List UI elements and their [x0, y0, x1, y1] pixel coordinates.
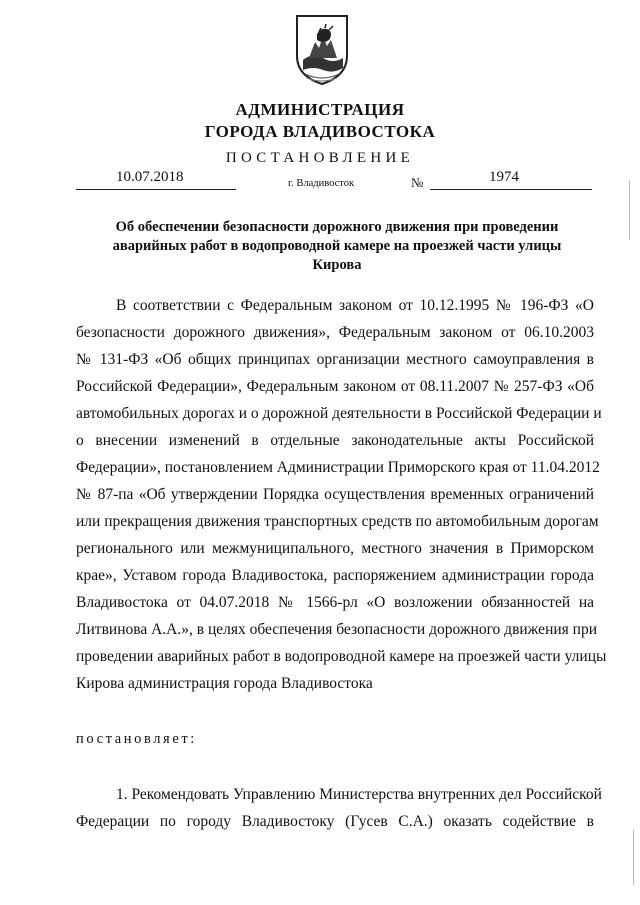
document-type: ПОСТАНОВЛЕНИЕ: [225, 150, 415, 166]
title-line: Кирова: [312, 257, 362, 273]
coat-of-arms-emblem: [293, 12, 351, 86]
body-line: автомобильных дорогах и о дорожной деятельности в Российской Федерации и: [76, 405, 602, 422]
organization-name-line1: АДМИНИСТРАЦИЯ: [235, 100, 405, 119]
body-line: № 131-ФЗ «Об общих принципах организации местного самоуправления в: [76, 351, 594, 368]
scan-edge-mark: [629, 180, 630, 240]
body-line: или прекращения движения транспортных средств по автомобильным дорогам: [76, 513, 599, 530]
body-line: проведении аварийных работ в водопроводной камере на проезжей части улицы: [76, 648, 607, 665]
organization-name-line2: ГОРОДА ВЛАДИВОСТОКА: [204, 122, 436, 141]
number-sign: №: [411, 175, 424, 190]
body-line: Литвинова А.А.», в целях обеспечения безопасности дорожного движения при: [76, 621, 597, 638]
body-line: Владивостока от 04.07.2018 № 1566-рл «О возложении обязанностей на: [76, 594, 594, 611]
title-line: аварийных работ в водопроводной камере на проезжей части улицы: [112, 238, 562, 254]
body-line: № 87-па «Об утверждении Порядка осуществления временных ограничений: [76, 486, 594, 503]
title-line: Об обеспечении безопасности дорожного движения при проведении: [115, 219, 559, 235]
body-line: крае», Уставом города Владивостока, распоряжением администрации города: [76, 567, 594, 584]
scan-edge-mark: [633, 830, 634, 885]
body-line: о внесении изменений в отдельные законодательные акты Российской: [76, 432, 594, 449]
item-line: 1. Рекомендовать Управлению Министерства внутренних дел Российской: [116, 786, 602, 803]
document-number: 1974: [489, 169, 519, 185]
body-line: Кирова администрация города Владивостока: [76, 675, 373, 692]
body-line: В соответствии с Федеральным законом от 10.12.1995 № 196-ФЗ «О: [116, 297, 594, 314]
body-line: Федерации», постановлением Администрации Приморского края от 11.04.2012: [76, 459, 600, 476]
document-title: [90, 218, 584, 275]
item-line: Федерации по городу Владивостоку (Гусев С.А.) оказать содействие в: [76, 813, 594, 830]
document-date: 10.07.2018: [116, 169, 184, 185]
document-city: г. Владивосток: [288, 178, 355, 189]
body-line: безопасности дорожного движения», Федеральным законом от 06.10.2003: [76, 324, 594, 341]
number-underline: [430, 189, 592, 190]
body-line: регионального или межмуниципального, местного значения в Приморском: [76, 540, 594, 557]
body-line: Российской Федерации», Федеральным законом от 08.11.2007 № 257-ФЗ «Об: [76, 378, 594, 395]
date-underline: [76, 189, 236, 190]
decree-word: постановляет:: [76, 731, 197, 747]
